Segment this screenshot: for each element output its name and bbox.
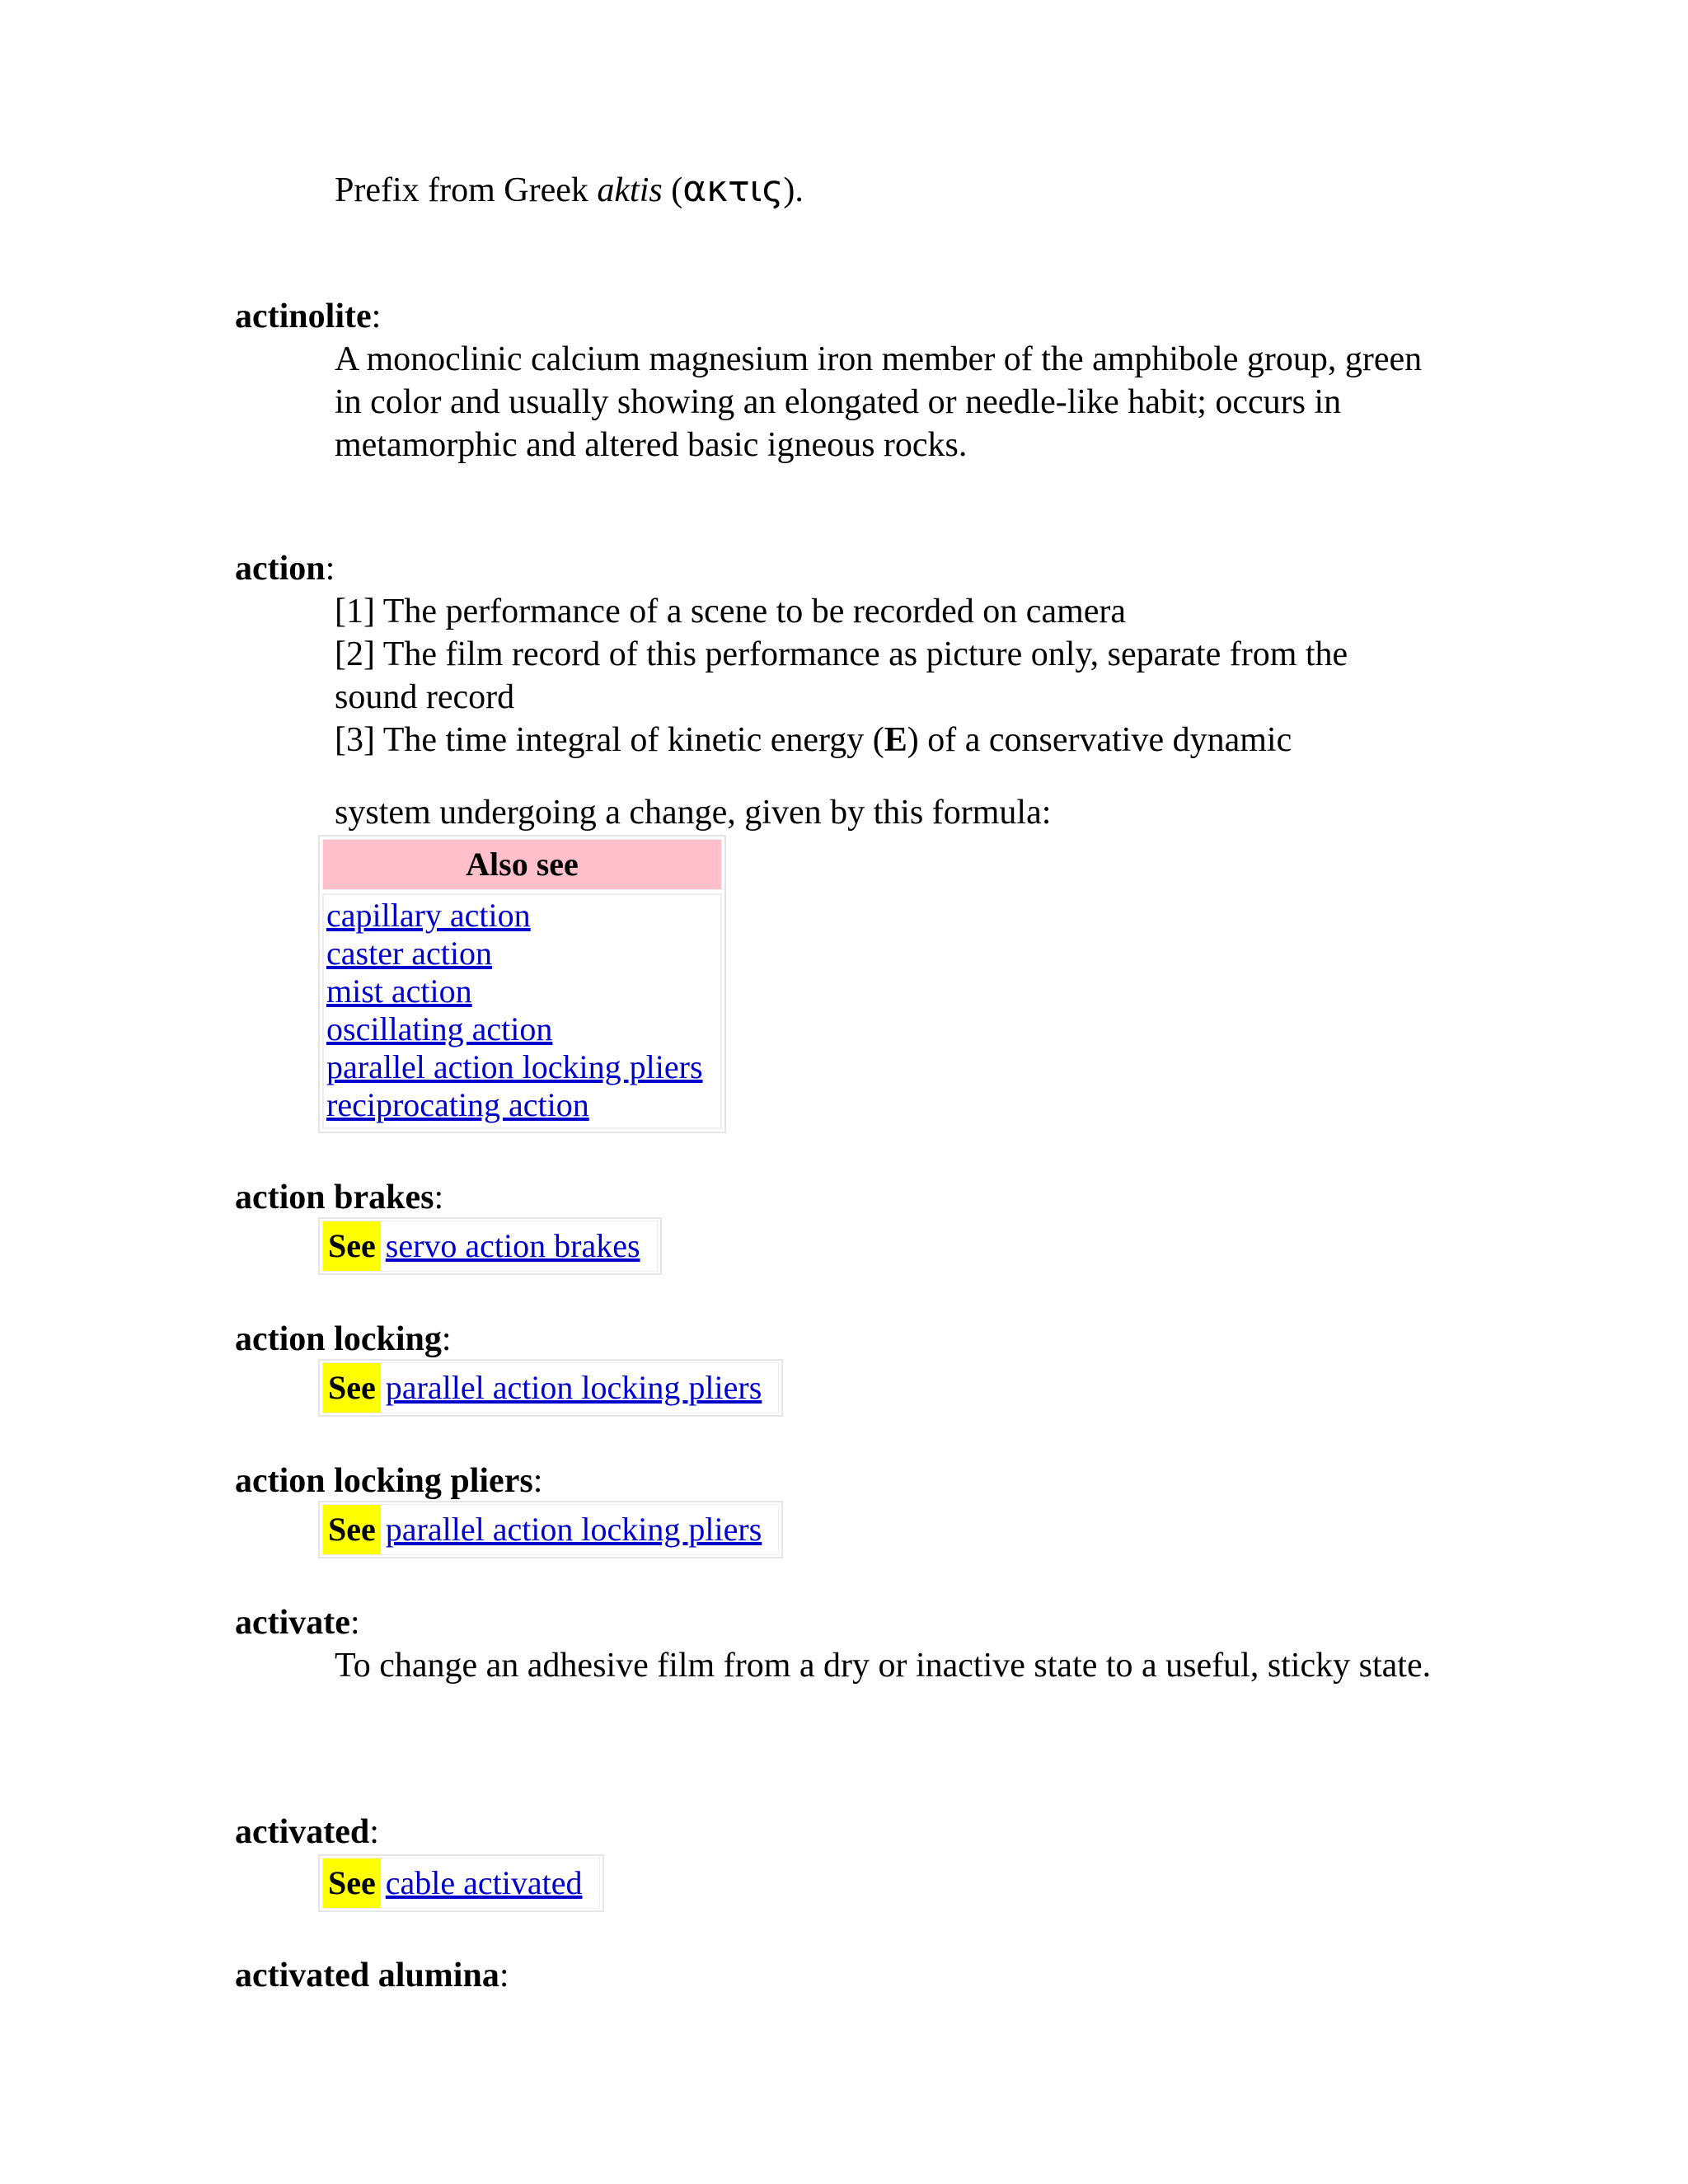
see-label: See (323, 1363, 381, 1413)
prefix-text: Prefix from Greek (335, 171, 598, 209)
entry-term-action-locking (235, 1318, 452, 1361)
also-see-link-oscillating-action[interactable]: oscillating action (326, 1010, 553, 1047)
entry-term-activate (235, 1601, 360, 1644)
see-box-inner (322, 1858, 600, 1909)
see-box-action-locking-pliers (318, 1501, 783, 1558)
see-box-action-locking (318, 1359, 783, 1417)
also-see-link-caster-action[interactable]: caster action (326, 935, 492, 972)
see-label: See (323, 1221, 381, 1271)
see-label: See (323, 1858, 381, 1908)
entry-definition-activate (335, 1644, 1439, 1687)
definition-text: To change an adhesive film from a dry or inactive state to a useful, sticky state. (335, 1647, 1432, 1685)
definition-sense-2: [2] The film record of this performance as picture only, separate from the sound record (335, 635, 1348, 716)
prefix-italic-word: aktis (597, 171, 663, 209)
term-colon: : (441, 1320, 452, 1358)
entry-term-actinolite (235, 295, 381, 338)
see-link-parallel-action-locking-pliers[interactable]: parallel action locking pliers (385, 1369, 762, 1406)
term-label: action (235, 550, 326, 588)
prefix-close: ). (783, 171, 804, 209)
see-box-action-brakes (318, 1217, 662, 1275)
also-see-link-mist-action[interactable]: mist action (326, 972, 472, 1010)
term-colon: : (499, 1957, 509, 1994)
term-label: activated alumina (235, 1957, 499, 1994)
term-label: action brakes (235, 1179, 434, 1216)
sense-3-text-b: ) of a conservative dynamic (907, 721, 1292, 759)
entry-term-action-brakes (235, 1176, 443, 1219)
term-label: activated (235, 1813, 370, 1851)
see-box-inner (322, 1221, 658, 1272)
entry-definition-actinolite (335, 338, 1439, 466)
also-see-list (322, 893, 722, 1129)
entry-definition-action (335, 590, 1439, 834)
entry-term-action (235, 547, 335, 590)
see-link-servo-action-brakes[interactable]: servo action brakes (385, 1227, 640, 1264)
prefix-open-paren: ( (662, 171, 683, 209)
see-link-parallel-action-locking-pliers[interactable]: parallel action locking pliers (385, 1511, 762, 1548)
term-colon: : (369, 1813, 379, 1851)
definition-text: A monoclinic calcium magnesium iron member of the amphibole group, green in color and usually showing an elongated or needle-like habit; occurs in metamorphic and altered basic igneous rocks. (335, 340, 1423, 464)
entry-term-activated-alumina (235, 1954, 509, 1997)
term-label: action locking (235, 1320, 442, 1358)
prefix-note (335, 168, 1439, 212)
also-see-box (318, 835, 726, 1133)
sense-3-text-a: [3] The time integral of kinetic energy ( (335, 721, 884, 759)
term-colon: : (371, 298, 382, 335)
also-see-header: Also see (322, 839, 722, 890)
definition-sense-3 (335, 719, 1439, 762)
see-label: See (323, 1505, 381, 1554)
term-colon: : (349, 1604, 360, 1642)
see-link-cable-activated[interactable]: cable activated (385, 1864, 583, 1901)
entry-term-action-locking-pliers (235, 1460, 542, 1502)
see-box-inner (322, 1362, 779, 1413)
entry-term-activated (235, 1811, 379, 1854)
also-see-link-capillary-action[interactable]: capillary action (326, 897, 531, 934)
also-see-link-reciprocating-action[interactable]: reciprocating action (326, 1086, 589, 1123)
term-colon: : (325, 550, 335, 588)
also-see-link-parallel-action-locking-pliers[interactable]: parallel action locking pliers (326, 1048, 703, 1085)
prefix-greek-word: ακτις (682, 168, 784, 210)
definition-sense-3-continued: system undergoing a change, given by this formula: (335, 794, 1052, 832)
see-box-activated (318, 1854, 604, 1912)
see-box-inner (322, 1504, 779, 1555)
definition-sense-1: [1] The performance of a scene to be recorded on camera (335, 593, 1127, 630)
term-colon: : (532, 1462, 543, 1500)
term-colon: : (434, 1179, 444, 1216)
term-label: action locking pliers (235, 1462, 533, 1500)
term-label: actinolite (235, 298, 372, 335)
sense-3-bold-e: E (884, 721, 907, 759)
term-label: activate (235, 1604, 350, 1642)
